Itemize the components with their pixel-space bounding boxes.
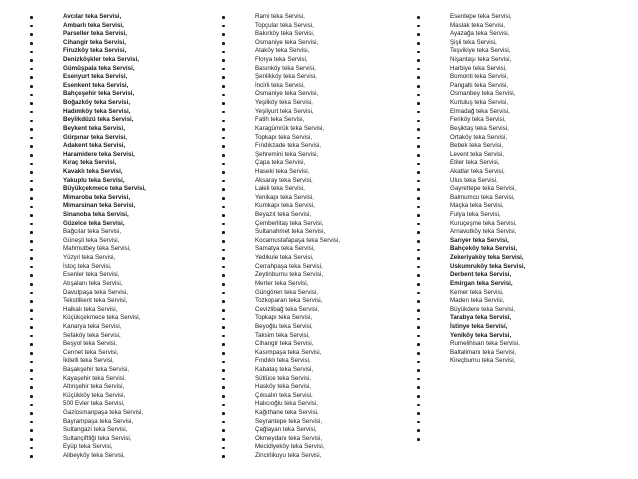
list-item: Feriköy teka Servisi, xyxy=(417,116,617,125)
list-item: Zekeriyaköy teka Servisi, xyxy=(417,254,617,263)
list-item: Eyüp teka Servisi, xyxy=(30,443,215,452)
list-item: Avcılar teka Servisi, xyxy=(30,13,215,22)
list-item: Maden teka Servisi, xyxy=(417,297,617,306)
list-item: Beyazıt teka Servisi, xyxy=(222,211,407,220)
list-item: Kocamustafapaşa teka Servisi, xyxy=(222,237,407,246)
list-item: Beyoğlu teka Servisi, xyxy=(222,323,407,332)
list-item: Gürpınar teka Servisi, xyxy=(30,134,215,143)
list-item: Alibeyköy teka Servisi, xyxy=(30,452,215,461)
list-item: Ulus teka Servisi, xyxy=(417,177,617,186)
list-item: Kasımpaşa teka Servisi, xyxy=(222,349,407,358)
list-item: Akatlar teka Servisi, xyxy=(417,168,617,177)
list-item: Fulya teka Servisi, xyxy=(417,211,617,220)
list-item: Rumelihisarı teka Servisi, xyxy=(417,340,617,349)
list-item: Fatih teka Servisi, xyxy=(222,116,407,125)
list-item: Fındıkzade teka Servisi, xyxy=(222,142,407,151)
list-item: Büyükdere teka Servisi, xyxy=(417,306,617,315)
list-item: Zeytinburnu teka Servisi, xyxy=(222,271,407,280)
list-item: Rami teka Servisi, xyxy=(222,13,407,22)
list-item: Balmumcu teka Servisi, xyxy=(417,194,617,203)
list-item: Beşyol teka Servisi, xyxy=(30,340,215,349)
list-item: Sultanahmet teka Servisi, xyxy=(222,228,407,237)
list-item: Gayrettepe teka Servisi, xyxy=(417,185,617,194)
list-item: Firuzköy teka Servisi, xyxy=(30,47,215,56)
list-item: Küçükçekmece teka Servisi, xyxy=(30,314,215,323)
list-item: Etiler teka Servisi, xyxy=(417,159,617,168)
list-item: Yeşilköy teka Servisi, xyxy=(222,99,407,108)
list-item xyxy=(417,426,617,435)
list-item: Maslak teka Servisi, xyxy=(417,22,617,31)
service-list-column-2 xyxy=(222,13,407,461)
list-item: Zincirlikuyu teka Servisi, xyxy=(222,452,407,461)
list-item: Kavaklı teka Servisi, xyxy=(30,168,215,177)
list-item: Sefaköy teka Servisi, xyxy=(30,332,215,341)
list-item: Derbent teka Servisi, xyxy=(417,271,617,280)
list-item: Basınköy teka Servisi, xyxy=(222,65,407,74)
list-item: Ambarlı teka Servisi, xyxy=(30,22,215,31)
list-item: Yeniköy teka Servisi, xyxy=(417,332,617,341)
list-item: Kireçburnu teka Servisi, xyxy=(417,357,617,366)
list-item: Kemer teka Servisi, xyxy=(417,289,617,298)
list-item: Beylikdüzü teka Servisi, xyxy=(30,116,215,125)
list-item: Yüzyıl teka Servisi, xyxy=(30,254,215,263)
list-item: 500 Evler teka Servisi, xyxy=(30,400,215,409)
list-item: Kıraç teka Servisi, xyxy=(30,159,215,168)
list-item: Sinanoba teka Servisi, xyxy=(30,211,215,220)
list-item: Kanarya teka Servisi, xyxy=(30,323,215,332)
list-item: Okmeydanı teka Servisi, xyxy=(222,435,407,444)
list-item: Çağlayan teka Servisi, xyxy=(222,426,407,435)
list-item: Samatya teka Servisi, xyxy=(222,245,407,254)
list-item: Ayazağa teka Servisi, xyxy=(417,30,617,39)
list-item: Haramidere teka Servisi, xyxy=(30,151,215,160)
list-item: Beykent teka Servisi, xyxy=(30,125,215,134)
list-item: Çapa teka Servisi, xyxy=(222,159,407,168)
list-item: Çemberlitaş teka Servisi, xyxy=(222,220,407,229)
list-item: Mecidiyeköy teka Servisi, xyxy=(222,443,407,452)
list-item: Mahmutbey teka Servisi, xyxy=(30,245,215,254)
list-item: Bahçeşehir teka Servisi, xyxy=(30,90,215,99)
list-item: Yedikule teka Servisi, xyxy=(222,254,407,263)
list-item xyxy=(417,418,617,427)
service-list-column-3 xyxy=(417,13,617,443)
list-item: Atışalanı teka Servisi, xyxy=(30,280,215,289)
list-item: Seyrantepe teka Servisi, xyxy=(222,418,407,427)
list-item: Harbiye teka Servisi, xyxy=(417,65,617,74)
list-item: Bebek teka Servisi, xyxy=(417,142,617,151)
list-item: Merter teka Servisi, xyxy=(222,280,407,289)
list-item: Bakırköy teka Servisi, xyxy=(222,30,407,39)
list-item: Cihangir teka Servisi, xyxy=(222,340,407,349)
list-item: Hasköy teka Servisi, xyxy=(222,383,407,392)
service-list-column-1 xyxy=(30,13,215,461)
list-item: Kuruçeşme teka Servisi, xyxy=(417,220,617,229)
list-item: Pangaltı teka Servisi, xyxy=(417,82,617,91)
list-item: Yenikapı teka Servisi, xyxy=(222,194,407,203)
list-item: Uskumruköy teka Servisi, xyxy=(417,263,617,272)
list-item: Nişantaşı teka Servisi, xyxy=(417,56,617,65)
list-item: Esenyurt teka Servisi, xyxy=(30,73,215,82)
list-item: Kayaşehir teka Servisi, xyxy=(30,375,215,384)
list-item: Laleli teka Servisi, xyxy=(222,185,407,194)
list-item: Ortaköy teka Servisi, xyxy=(417,134,617,143)
list-item: Mimarsinan teka Servisi, xyxy=(30,202,215,211)
list-item: Gaziosmanpaşa teka Servisi, xyxy=(30,409,215,418)
list-item: Teşvikiye teka Servisi, xyxy=(417,47,617,56)
list-item: Yeşilyurt teka Servisi, xyxy=(222,108,407,117)
list-item: Levent teka Servisi, xyxy=(417,151,617,160)
list-item: Esenkent teka Servisi, xyxy=(30,82,215,91)
list-item: İstinye teka Servisi, xyxy=(417,323,617,332)
list-item: Altınşehir teka Servisi, xyxy=(30,383,215,392)
list-item: Osmaniye teka Servisi, xyxy=(222,90,407,99)
list-item: İstoç teka Servisi, xyxy=(30,263,215,272)
list-item: Ataköy teka Servisi, xyxy=(222,47,407,56)
list-item: Bahçeköy teka Servisi, xyxy=(417,245,617,254)
list-item xyxy=(417,392,617,401)
list-item: Hadımköy teka Servisi, xyxy=(30,108,215,117)
list-item: Osmaniye teka Servisi, xyxy=(222,39,407,48)
list-item: Taksim teka Servisi, xyxy=(222,332,407,341)
list-item: Beşiktaş teka Servisi, xyxy=(417,125,617,134)
list-item: Aksaray teka Servisi, xyxy=(222,177,407,186)
list-item xyxy=(417,435,617,444)
list-item xyxy=(417,400,617,409)
list-item: Baltalimanı teka Servisi, xyxy=(417,349,617,358)
list-item: Topçular teka Servisi, xyxy=(222,22,407,31)
list-item: Çıksalın teka Servisi, xyxy=(222,392,407,401)
list-item: Güneşli teka Servisi, xyxy=(30,237,215,246)
list-item: Yakuplu teka Servisi, xyxy=(30,177,215,186)
list-item: Büyükçekmece teka Servisi, xyxy=(30,185,215,194)
list-item: Bağcılar teka Servisi, xyxy=(30,228,215,237)
list-item: Esenler teka Servisi, xyxy=(30,271,215,280)
list-item: Sütlüce teka Servisi, xyxy=(222,375,407,384)
list-item: Elmadağ teka Servisi, xyxy=(417,108,617,117)
list-item: Florya teka Servisi, xyxy=(222,56,407,65)
list-item: Şenlikköy teka Servisi, xyxy=(222,73,407,82)
list-item: Halkalı teka Servisi, xyxy=(30,306,215,315)
list-item: Tarabya teka Servisi, xyxy=(417,314,617,323)
list-item: Topkapı teka Servisi, xyxy=(222,314,407,323)
list-item: Sarıyer teka Servisi, xyxy=(417,237,617,246)
list-item: Kabataş teka Servisi, xyxy=(222,366,407,375)
list-item: Kağıthane teka Servisi, xyxy=(222,409,407,418)
list-item: Tekstilkent teka Servisi, xyxy=(30,297,215,306)
list-item: Davutpaşa teka Servisi, xyxy=(30,289,215,298)
list-item xyxy=(417,366,617,375)
list-item: Bayrampaşa teka Servisi, xyxy=(30,418,215,427)
list-item: Topkapı teka Servisi, xyxy=(222,134,407,143)
list-item: Boğazköy teka Servisi, xyxy=(30,99,215,108)
list-item: Güzelce teka Servisi, xyxy=(30,220,215,229)
list-item: İncirli teka Servisi, xyxy=(222,82,407,91)
list-item: Halıcıoğlu teka Servisi, xyxy=(222,400,407,409)
list-item: Güngören teka Servisi, xyxy=(222,289,407,298)
list-item: Küçükköy teka Servisi, xyxy=(30,392,215,401)
list-item: Cennet teka Servisi, xyxy=(30,349,215,358)
list-item: Arnavutköy teka Servisi, xyxy=(417,228,617,237)
list-item: Cevizlibağ teka Servisi, xyxy=(222,306,407,315)
list-item: Tozkoparan teka Servisi, xyxy=(222,297,407,306)
list-item: Fındıklı teka Servisi, xyxy=(222,357,407,366)
list-item: Sultançiftliği teka Servisi, xyxy=(30,435,215,444)
list-item: Cihangir teka Servisi, xyxy=(30,39,215,48)
list-item: Maçka teka Servisi, xyxy=(417,202,617,211)
list-item xyxy=(417,409,617,418)
list-item: Sultangazi teka Servisi, xyxy=(30,426,215,435)
list-item: Kurtuluş teka Servisi, xyxy=(417,99,617,108)
list-item: Başakşehir teka Servisi, xyxy=(30,366,215,375)
list-item xyxy=(417,375,617,384)
list-item: Karagümrük teka Servisi, xyxy=(222,125,407,134)
list-item: Adakent teka Servisi, xyxy=(30,142,215,151)
list-item: Kumkapı teka Servisi, xyxy=(222,202,407,211)
list-item: Mimaroba teka Servisi, xyxy=(30,194,215,203)
list-item: Cerrahpaşa teka Servisi, xyxy=(222,263,407,272)
list-item: Haseki teka Servisi, xyxy=(222,168,407,177)
list-item: Şehremini teka Servisi, xyxy=(222,151,407,160)
list-item: Gümüşpala teka Servisi, xyxy=(30,65,215,74)
list-item: Emirgan teka Servisi, xyxy=(417,280,617,289)
list-item: Bomonti teka Servisi, xyxy=(417,73,617,82)
list-item: Osmanbey teka Servisi, xyxy=(417,90,617,99)
list-item: Şişli teka Servisi, xyxy=(417,39,617,48)
list-item: Parseller teka Servisi, xyxy=(30,30,215,39)
list-item: Denizköşkler teka Servisi, xyxy=(30,56,215,65)
list-item: Esentepe teka Servisi, xyxy=(417,13,617,22)
list-item xyxy=(417,383,617,392)
list-item: İkitelli teka Servisi, xyxy=(30,357,215,366)
